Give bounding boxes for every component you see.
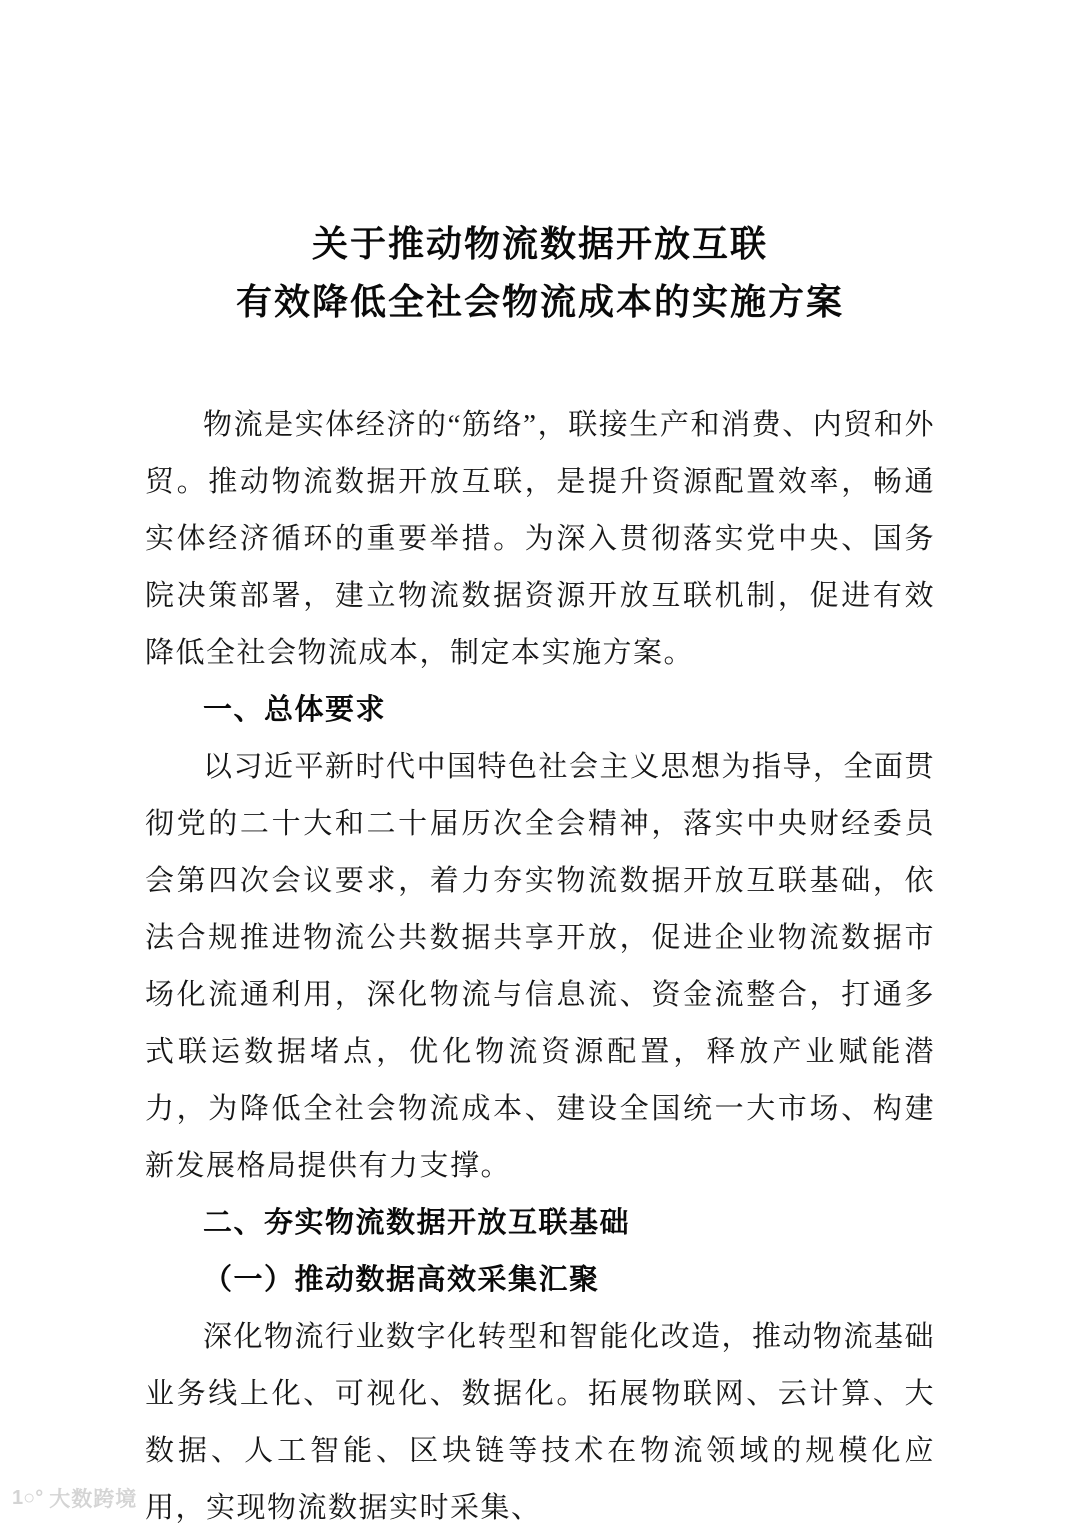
section-heading-data-foundation: 二、夯实物流数据开放互联基础 bbox=[203, 1207, 631, 1239]
document-title-line-1: 关于推动物流数据开放互联 bbox=[311, 224, 768, 264]
paragraph-overall-requirements: 以习近平新时代中国特色社会主义思想为指导，全面贯彻党的二十大和二十届历次全会精神，落实中央财经委员会第四次会议要求，着力夯实物流数据开放互联基础，依法合规推进物流公共数据共享开放，促进企业物流数据市场化流通利用，深化物流与信息流、资金流整合，打通多式联运数据堵点，优化物流资源配置，释放产业赋能潜力，为降低全社会物流成本、建设全国统一大市场、构建新发展格局提供有力支撑。 bbox=[145, 751, 936, 1182]
document-title bbox=[145, 215, 935, 331]
watermark-logo-icon: 1○° bbox=[12, 1486, 44, 1509]
watermark-text: 大数跨境 bbox=[49, 1488, 138, 1511]
subsection-heading-data-collection: （一）推动数据高效采集汇聚 bbox=[203, 1264, 600, 1296]
section-heading-overall-requirements: 一、总体要求 bbox=[203, 694, 387, 726]
watermark bbox=[12, 1483, 137, 1513]
paragraph-data-collection: 深化物流行业数字化转型和智能化改造，推动物流基础业务线上化、可视化、数据化。拓展物联网、云计算、大数据、人工智能、区块链等技术在物流领域的规模化应用，实现物流数据实时采集、 bbox=[145, 1321, 936, 1524]
paragraph-intro: 物流是实体经济的“筋络”，联接生产和消费、内贸和外贸。推动物流数据开放互联，是提升资源配置效率，畅通实体经济循环的重要举措。为深入贯彻落实党中央、国务院决策部署，建立物流数据资源开放互联机制，促进有效降低全社会物流成本，制定本实施方案。 bbox=[145, 409, 935, 669]
document-title-line-2: 有效降低全社会物流成本的实施方案 bbox=[235, 282, 844, 322]
